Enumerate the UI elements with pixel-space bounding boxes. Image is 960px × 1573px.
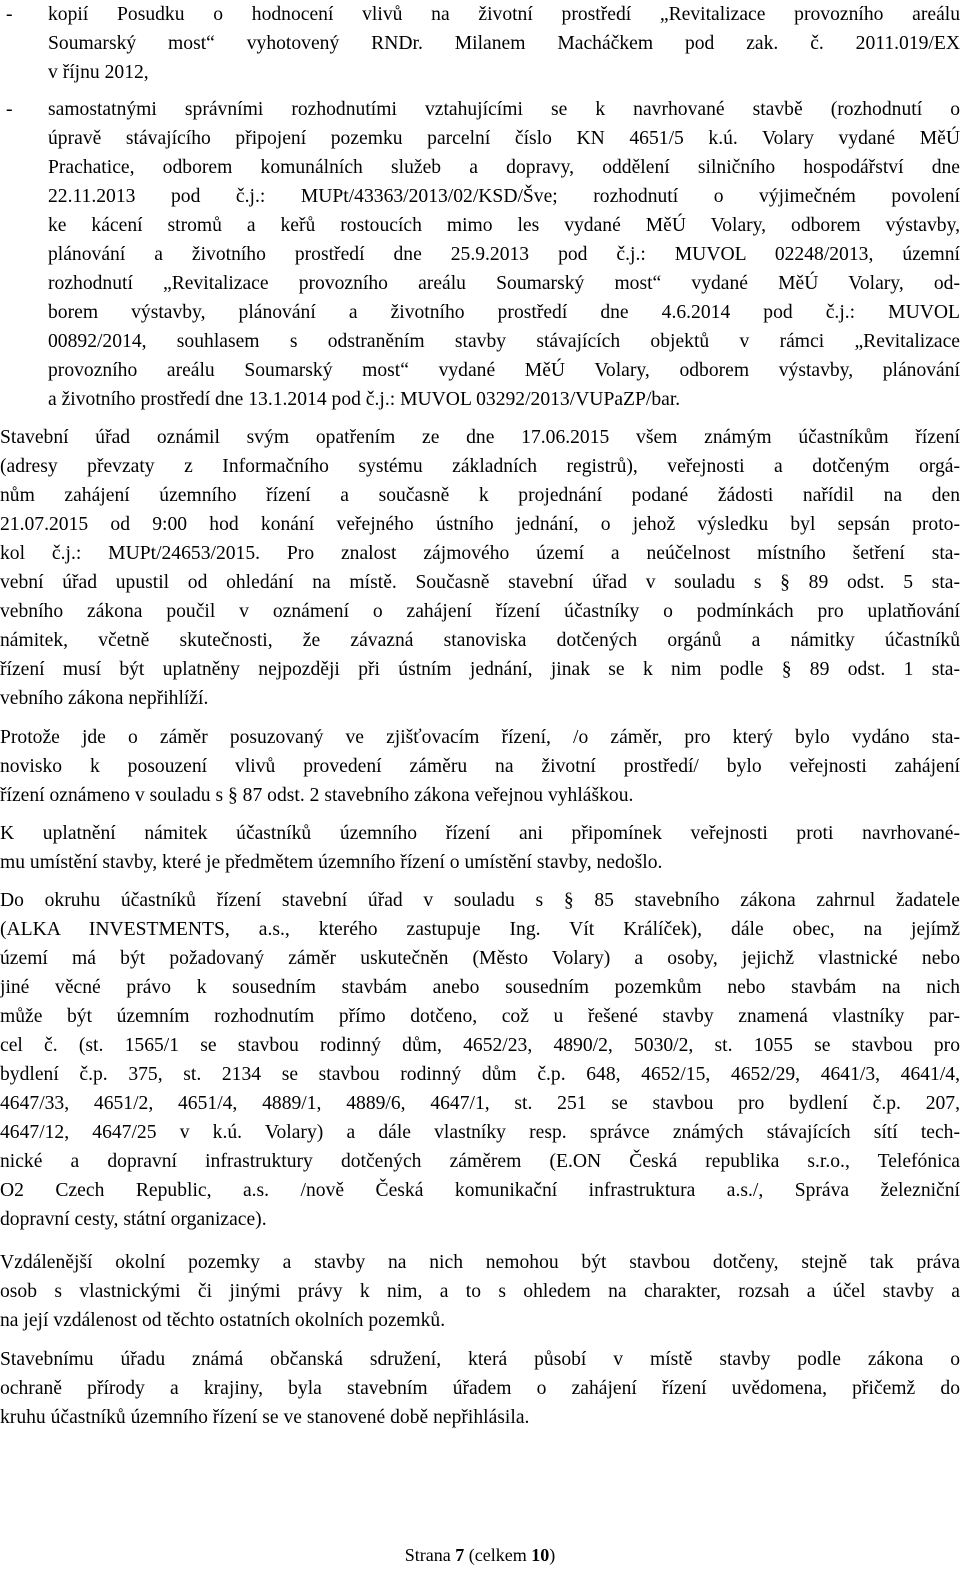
- text-line: Prachatice, odborem komunálních služeb a dopravy, oddělení silničního hospodářství dne: [48, 157, 960, 178]
- text-line: samostatnými správními rozhodnutími vztahujícími se k navrhované stavbě (rozhodnutí o: [48, 99, 960, 120]
- bullet-dash: -: [6, 99, 13, 120]
- text-line: Stavebnímu úřadu známá občanská sdružení, která působí v místě stavby podle zákona o: [0, 1349, 960, 1370]
- text-line: kopií Posudku o hodnocení vlivů na životní prostředí „Revitalizace provozního areálu: [48, 4, 960, 25]
- text-line: Stavební úřad oznámil svým opatřením ze dne 17.06.2015 všem známým účastníkům řízení: [0, 427, 960, 448]
- text-line: borem výstavby, plánování a životního prostředí dne 4.6.2014 pod č.j.: MUVOL: [48, 302, 960, 323]
- text-line: řízení musí být uplatněny nejpozději při ústním jednání, jinak se k nim podle § 89 odst. 1 sta-: [0, 659, 960, 680]
- text-line: vebního zákona nepřihlíží.: [0, 688, 209, 709]
- text-line: Do okruhu účastníků řízení stavební úřad v souladu s § 85 stavebního zákona zahrnul žadatele: [0, 890, 960, 911]
- text-line: rozhodnutí „Revitalizace provozního areálu Soumarský most“ vydané MěÚ Volary, od-: [48, 273, 960, 294]
- text-line: 22.11.2013 pod č.j.: MUPt/43363/2013/02/KSD/Šve; rozhodnutí o výjimečném povolení: [48, 186, 960, 207]
- text-line: vebního zákona poučil v oznámení o zahájení řízení účastníky o podmínkách pro uplatňování: [0, 601, 960, 622]
- text-line: ochraně přírody a krajiny, byla stavebním úřadem o zahájení řízení uvědomena, přičemž do: [0, 1378, 960, 1399]
- text-line: dopravní cesty, státní organizace).: [0, 1209, 267, 1230]
- text-line: vební úřad upustil od ohledání na místě. Současně stavební úřad v souladu s § 89 odst. 5 sta-: [0, 572, 960, 593]
- text-line: jiné věcné právo k sousedním stavbám anebo sousedním pozemkům nebo stavbám na nich: [0, 977, 960, 998]
- text-line: Protože jde o záměr posuzovaný ve zjišťovacím řízení, /o záměr, pro který bylo vydáno sta-: [0, 727, 960, 748]
- text-line: a životního prostředí dne 13.1.2014 pod č.j.: MUVOL 03292/2013/VUPaZP/bar.: [48, 389, 681, 410]
- footer-page-number: 7: [455, 1545, 465, 1565]
- text-line: Soumarský most“ vyhotovený RNDr. Milanem Macháčkem pod zak. č. 2011.019/EX: [48, 33, 960, 54]
- text-line: kol č.j.: MUPt/24653/2015. Pro znalost zájmového území a neúčelnost místního šetření sta-: [0, 543, 960, 564]
- text-line: na její vzdálenost od těchto ostatních okolních pozemků.: [0, 1310, 446, 1331]
- footer-total-pages: 10: [531, 1545, 550, 1565]
- text-line: v říjnu 2012,: [48, 62, 149, 83]
- text-line: (ALKA INVESTMENTS, a.s., kterého zastupuje Ing. Vít Králíček), dále obec, na jejímž: [0, 919, 960, 940]
- text-line: bydlení č.p. 375, st. 2134 se stavbou rodinný dům č.p. 648, 4652/15, 4652/29, 4641/3, 4641/4,: [0, 1064, 960, 1085]
- text-line: plánování a životního prostředí dne 25.9.2013 pod č.j.: MUVOL 02248/2013, územní: [48, 244, 960, 265]
- text-line: osob s vlastnickými či jinými právy k nim, a to s ohledem na charakter, rozsah a účel stavby a: [0, 1281, 960, 1302]
- text-line: 4647/12, 4647/25 v k.ú. Volary) a dále vlastníky resp. správce známých stávajících sítí tech-: [0, 1122, 960, 1143]
- text-line: území má být požadovaný záměr uskutečněn (Město Volary) a osoby, jejichž vlastnické nebo: [0, 948, 960, 969]
- text-line: novisko k posouzení vlivů provedení záměru na životní prostředí/ bylo veřejnosti zahájení: [0, 756, 960, 777]
- text-line: úpravě stávajícího připojení pozemku parcelní číslo KN 4651/5 k.ú. Volary vydané MěÚ: [48, 128, 960, 149]
- text-line: 00892/2014, souhlasem s odstraněním stavby stávajících objektů v rámci „Revitalizace: [48, 331, 960, 352]
- text-line: může být územním rozhodnutím přímo dotčeno, což u řešené stavby znamená vlastníky par-: [0, 1006, 960, 1027]
- bullet-dash: -: [6, 4, 13, 25]
- text-line: 4647/33, 4651/2, 4651/4, 4889/1, 4889/6, 4647/1, st. 251 se stavbou pro bydlení č.p. 207,: [0, 1093, 960, 1114]
- text-line: řízení oznámeno v souladu s § 87 odst. 2 stavebního zákona veřejnou vyhláškou.: [0, 785, 634, 806]
- text-line: nům zahájení územního řízení a současně k projednání podané žádosti nařídil na den: [0, 485, 960, 506]
- text-line: O2 Czech Republic, a.s. /nově Česká komunikační infrastruktura a.s./, Správa železniční: [0, 1180, 960, 1201]
- footer-prefix: Strana: [404, 1545, 456, 1565]
- page-footer: [0, 1540, 960, 1570]
- footer-suffix: ): [549, 1545, 556, 1565]
- text-line: námitek, včetně skutečnosti, že závazná stanoviska dotčených orgánů a námitky účastníků: [0, 630, 960, 651]
- text-line: cel č. (st. 1565/1 se stavbou rodinný dům, 4652/23, 4890/2, 5030/2, st. 1055 se stavbou pro: [0, 1035, 960, 1056]
- footer-middle: (celkem: [464, 1545, 532, 1565]
- text-line: nické a dopravní infrastruktury dotčených záměrem (E.ON Česká republika s.r.o., Telefónica: [0, 1151, 960, 1172]
- text-line: (adresy převzaty z Informačního systému základních registrů), veřejnosti a dotčeným orgá-: [0, 456, 960, 477]
- text-line: mu umístění stavby, které je předmětem územního řízení o umístění stavby, nedošlo.: [0, 852, 663, 873]
- text-line: Vzdálenější okolní pozemky a stavby na nich nemohou být stavbou dotčeny, stejně tak práva: [0, 1252, 960, 1273]
- text-line: 21.07.2015 od 9:00 hod konání veřejného ústního jednání, o jehož výsledku byl sepsán proto-: [0, 514, 960, 535]
- text-line: ke kácení stromů a keřů rostoucích mimo les vydané MěÚ Volary, odborem výstavby,: [48, 215, 960, 236]
- text-line: K uplatnění námitek účastníků územního řízení ani připomínek veřejnosti proti navrhované-: [0, 823, 960, 844]
- text-line: kruhu účastníků územního řízení se ve stanovené době nepřihlásila.: [0, 1407, 530, 1428]
- text-line: provozního areálu Soumarský most“ vydané MěÚ Volary, odborem výstavby, plánování: [48, 360, 960, 381]
